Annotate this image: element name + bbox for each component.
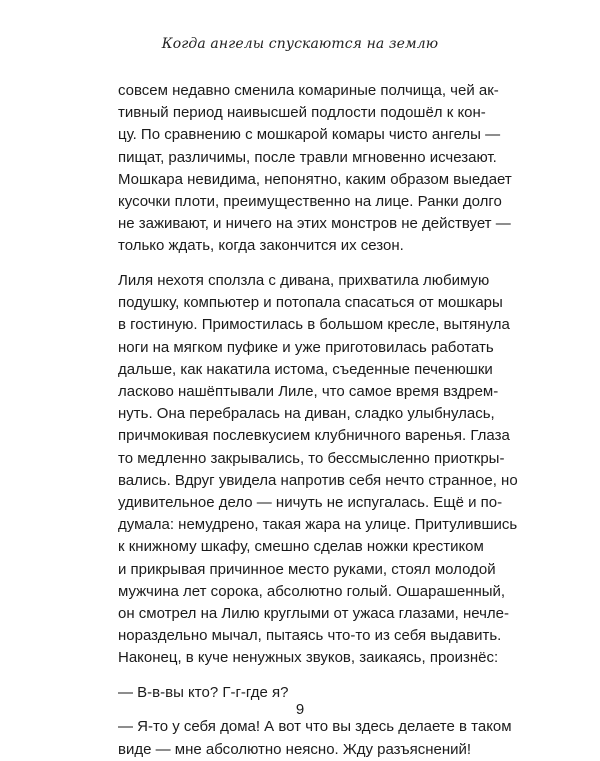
text-line: цу. По сравнению с мошкарой комары чисто ангелы — — [118, 126, 501, 144]
text-line: не заживают, и ничего на этих монстров не действует — — [118, 215, 511, 233]
paragraph-2 — [118, 270, 518, 670]
text-line: нуть. Она перебралась на диван, сладко улыбнулась, — [118, 405, 495, 423]
text-line: вались. Вдруг увидела напротив себя нечто странное, но — [118, 471, 518, 489]
text-line: то медленно закрывались, то бессмысленно приоткры- — [118, 449, 505, 467]
text-line: он смотрел на Лилю круглыми от ужаса глазами, нечле- — [118, 604, 510, 622]
running-head: Когда ангелы спускаются на землю — [161, 36, 439, 52]
text-line: думала: немудрено, такая жара на улице. Притулившись — [118, 516, 518, 534]
dialogue-line: — Я-то у себя дома! А вот что вы здесь делаете в таком — [118, 718, 512, 736]
text-line: совсем недавно сменила комариные полчища, чей ак- — [118, 82, 499, 99]
text-line: пищат, различимы, после травли мгновенно исчезают. — [118, 148, 497, 166]
text-line: удивительное дело — ничуть не испугалась. Ещё и по- — [118, 493, 503, 511]
text-line: нораздельно мычал, пытаясь что-то из себя выдавить. — [118, 627, 502, 645]
text-line: дальше, как накатила истома, съеденные печенюшки — [118, 360, 493, 378]
paragraph-4 — [118, 716, 512, 760]
dialogue-line: виде — мне абсолютно неясно. Жду разъяснений! — [118, 740, 472, 758]
text-line: Наконец, в куче ненужных звуков, заикаясь, произнёс: — [118, 649, 499, 667]
paragraph-1 — [118, 80, 512, 258]
text-line: подушку, компьютер и потопала спасаться от мошкары — [118, 294, 503, 312]
text-line: в гостиную. Примостилась в большом кресле, вытянула — [118, 316, 510, 334]
text-line: ноги на мягком пуфике и уже приготовилась работать — [118, 338, 494, 356]
text-line: мужчина лет сорока, абсолютно голый. Ошарашенный, — [118, 582, 506, 600]
dialogue-line: — В-в-вы кто? Г-г-где я? — [118, 683, 289, 701]
text-line: к книжному шкафу, смешно сделав ножки крестиком — [118, 538, 484, 556]
text-line: Лиля нехотя сползла с дивана, прихватила любимую — [118, 271, 490, 289]
text-line: причмокивая послевкусием клубничного варенья. Глаза — [118, 427, 510, 445]
text-line: только ждать, когда закончится их сезон. — [118, 237, 404, 255]
body-text — [118, 80, 518, 761]
text-line: Мошкара невидима, непонятно, каким образом выедает — [118, 170, 512, 188]
text-line: кусочки плоти, преимущественно на лице. Ранки долго — [118, 193, 502, 211]
paragraph-gap — [118, 670, 482, 682]
text-line: и прикрывая причинное место руками, стоял молодой — [118, 560, 496, 578]
text-line: ласково нашёптывали Лиле, что самое время вздрем- — [118, 382, 499, 400]
page-number: 9 — [295, 701, 305, 718]
text-line: тивный период наивысшей подлости подошёл к кон- — [118, 104, 486, 122]
paragraph-gap — [118, 258, 482, 270]
